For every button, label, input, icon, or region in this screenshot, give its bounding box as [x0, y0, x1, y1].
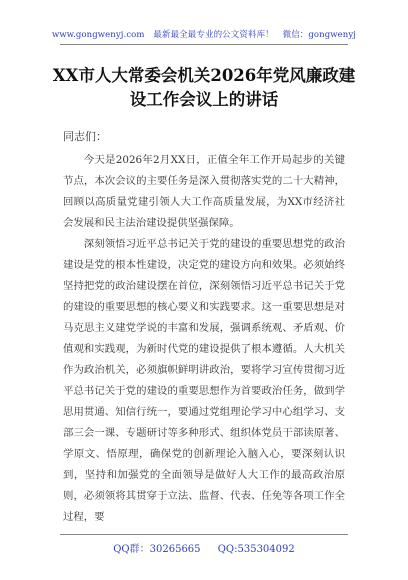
document-body [63, 150, 345, 528]
qq-group: QQ群：30265665 [113, 544, 201, 555]
footer-divider [60, 534, 348, 535]
page-header [0, 28, 408, 40]
title-line-2: 设工作会议上的讲话 [129, 90, 279, 109]
header-divider [60, 44, 348, 45]
title-line-1: XX市人大常委会机关2026年党风廉政建 [52, 66, 356, 85]
paragraph-1: 今天是2026年2月XX日，正值全年工作开局起步的关键节点，本次会议的主要任务是深入贯彻落实党的二十大精神，回顾以高质量党建引领人大工作高质量发展，为XX市经济社会发展和民主法治建设提供坚强保障。 [63, 154, 345, 229]
site-tagline: 最新最全最专业的公文资料库！ [153, 30, 274, 40]
page-footer [0, 540, 408, 555]
paragraph-2: 深刻领悟习近平总书记关于党的建设的重要思想党的政治建设是党的根本性建设，决定党的建设方向和效果。必须始终坚持把党的政治建设摆在首位，深刻领悟习近平总书记关于党的建设的重要思想的核心要义和实践要求。这一重要思想是对马克思主义建党学说的丰富和发展，强调系统观、矛盾观、价值观和实践观，为新时代党的建设提供了根本遵循。人大机关作为政治机关，必须旗帜鲜明讲政治，要将学习宣传贯彻习近平总书记关于党的建设的重要思想作为首要政治任务，做到学思用贯通、知信行统一，要通过党组理论学习中心组学习、支部三会一课、专题研讨等多种形式、组织体党员干部读原著、学原文、悟原理，确保党的创新理论入脑入心，要深刻认识到，坚持和加强党的全面领导是做好人大工作的最高政治原则，必须领将其贯穿于立法、监督、代表、任免等各项工作全过程，要 [63, 238, 345, 523]
site-url-link[interactable]: www.gongwenyj.com [52, 30, 145, 40]
document-title [40, 64, 368, 112]
wechat-label: 微信：gongwenyj [282, 30, 356, 40]
salutation: 同志们： [63, 130, 107, 143]
qq-contact: QQ:535304092 [217, 544, 295, 555]
